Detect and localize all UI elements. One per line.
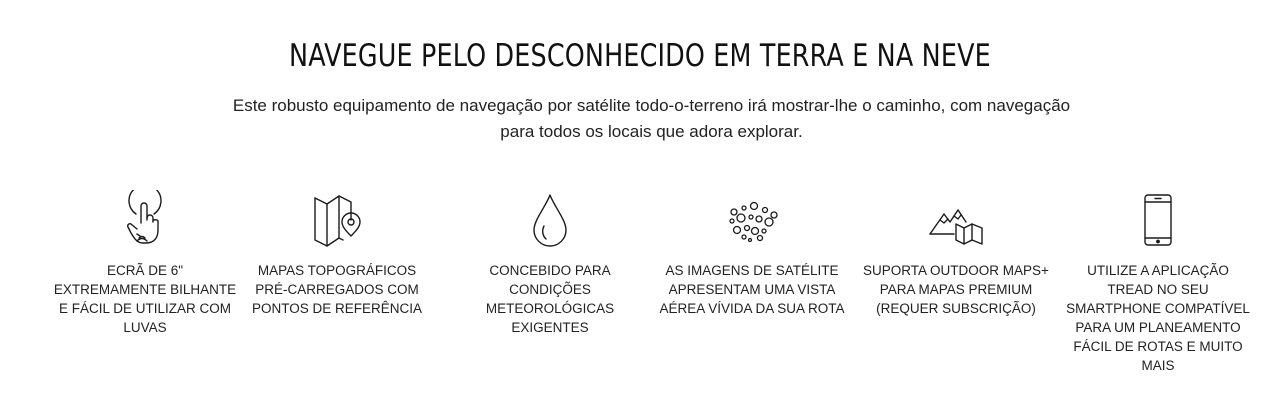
feature-label: SUPORTA OUTDOOR MAPS+ PARA MAPAS PREMIUM (REQUER SUBSCRIÇÃO) [863,263,1049,316]
feature-label: AS IMAGENS DE SATÉLITE APRESENTAM UMA VISTA AÉREA VÍVIDA DA SUA ROTA [659,263,845,316]
mountain-map-icon [926,190,986,250]
droplet-icon [520,190,580,250]
feature-item-outdoor-maps [856,190,1056,318]
feature-label: CONCEBIDO PARA CONDIÇÕES METEOROLÓGICAS EXIGENTES [485,263,615,335]
smartphone-icon [1128,190,1188,250]
touch-icon [115,190,175,250]
feature-item-satellite [652,190,852,318]
feature-item-tread-app [1058,190,1258,375]
satellite-dots-icon [722,190,782,250]
intro-line-2: para todos os locais que adora explorar. [500,122,803,141]
feature-label: UTILIZE A APLICAÇÃO TREAD NO SEU SMARTPHONE COMPATÍVEL PARA UM PLANEAMENTO FÁCIL DE ROTAS E MUITO MAIS [1066,263,1250,373]
feature-item-touchscreen [45,190,245,337]
map-pin-icon [307,190,367,250]
feature-item-weather [450,190,650,337]
section-intro [180,93,1123,145]
feature-list [0,190,1275,410]
feature-label: MAPAS TOPOGRÁFICOS PRÉ-CARREGADOS COM PONTOS DE REFERÊNCIA [251,263,423,316]
feature-label: ECRÃ DE 6" EXTREMAMENTE BILHANTE E FÁCIL DE UTILIZAR COM LUVAS [53,263,237,335]
feature-item-maps [237,190,437,318]
intro-line-1: Este robusto equipamento de navegação por satélite todo-o-terreno irá mostrar-lhe o caminho, com navegação [232,96,1071,115]
section-title: NAVEGUE PELO DESCONHECIDO EM TERRA E NA NEVE [289,38,991,74]
